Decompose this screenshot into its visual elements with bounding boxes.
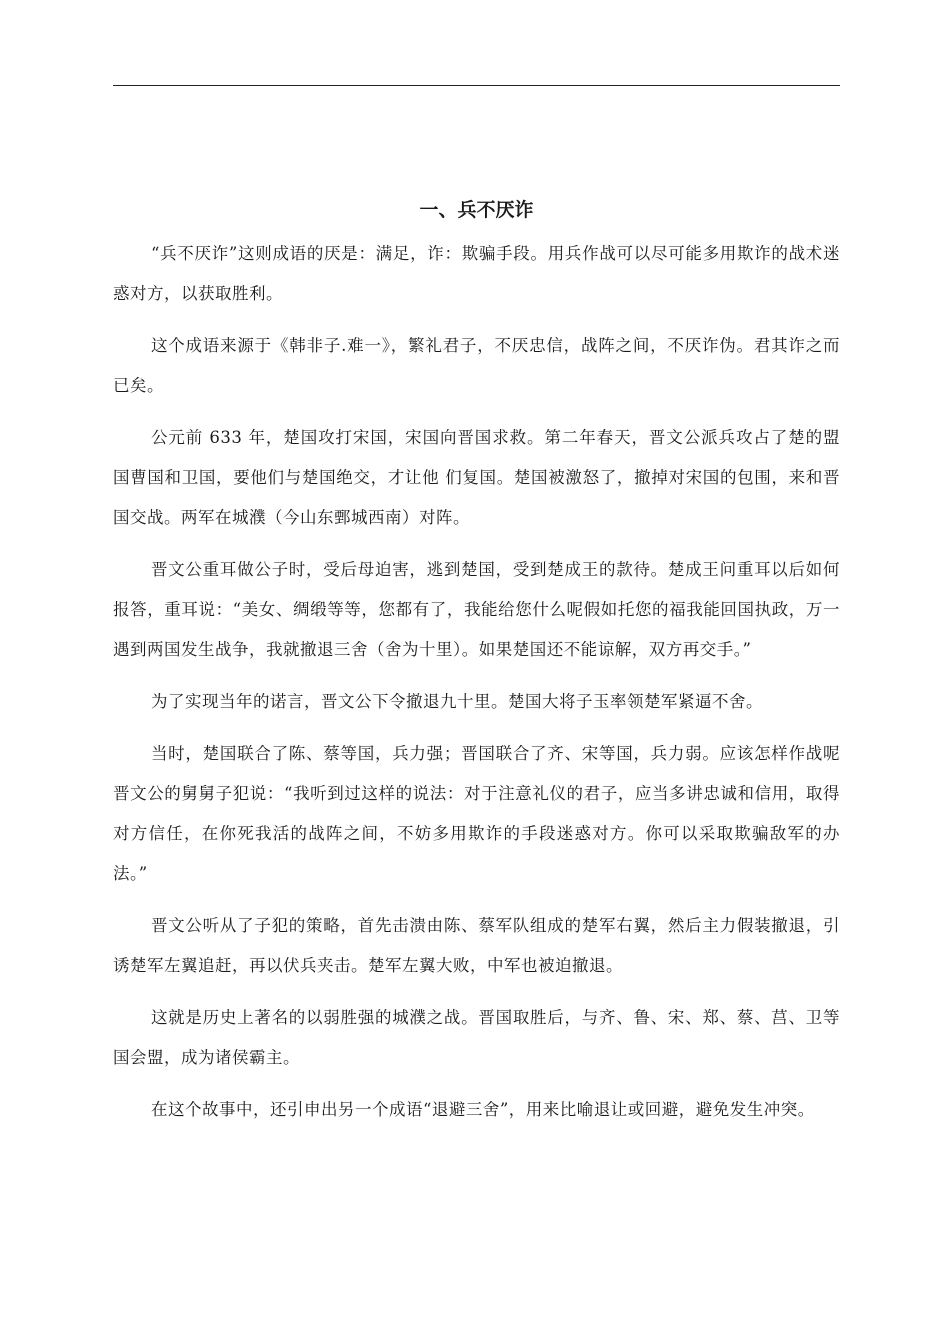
paragraph-background: 公元前 633 年，楚国攻打宋国，宋国向晋国求救。第二年春天，晋文公派兵攻占了楚的盟国曹国和卫国，要他们与楚国绝交，才让他 们复国。楚国被激怒了，撤掉对宋国的包围，来和晋国交战。两军在城濮（今山东鄄城西南）对阵。 [113, 428, 840, 527]
header-rule [113, 85, 840, 86]
paragraph-strategy: 当时，楚国联合了陈、蔡等国，兵力强；晋国联合了齐、宋等国，兵力弱。应该怎样作战呢晋文公的舅舅子犯说：“我听到过这样的说法：对于注意礼仪的君子，应当多讲忠诚和信用，取得对方信任，在你死我活的战阵之间，不妨多用欺诈的手段迷惑对方。你可以采取欺骗敌军的办法。” [113, 744, 840, 883]
page-title: 一、兵不厌诈 [419, 199, 534, 221]
paragraph-outcome: 这就是历史上著名的以弱胜强的城濮之战。晋国取胜后，与齐、鲁、宋、郑、蔡、莒、卫等国会盟，成为诸侯霸主。 [113, 1008, 840, 1067]
paragraph-definition: “兵不厌诈”这则成语的厌是：满足，诈：欺骗手段。用兵作战可以尽可能多用欺诈的战术迷惑对方，以获取胜利。 [113, 244, 840, 303]
paragraph-promise: 晋文公重耳做公子时，受后母迫害，逃到楚国，受到楚成王的款待。楚成王问重耳以后如何报答，重耳说：“美女、绸缎等等，您都有了，我能给您什么呢假如托您的福我能回国执政，万一遇到两国发生战争，我就撤退三舍（舍为十里）。如果楚国还不能谅解，双方再交手。” [113, 560, 840, 659]
paragraph-conclusion: 在这个故事中，还引申出另一个成语“退避三舍”，用来比喻退让或回避，避免发生冲突。 [150, 1100, 815, 1119]
paragraph-battle: 晋文公听从了子犯的策略，首先击溃由陈、蔡军队组成的楚军右翼，然后主力假装撤退，引诱楚军左翼追赶，再以伏兵夹击。楚军左翼大败，中军也被迫撤退。 [113, 916, 840, 975]
paragraph-retreat: 为了实现当年的诺言，晋文公下令撤退九十里。楚国大将子玉率领楚军紧逼不舍。 [150, 692, 763, 711]
document-body [113, 234, 840, 1142]
paragraph-source: 这个成语来源于《韩非子.难一》，繁礼君子，不厌忠信，战阵之间，不厌诈伪。君其诈之而已矣。 [113, 336, 840, 395]
